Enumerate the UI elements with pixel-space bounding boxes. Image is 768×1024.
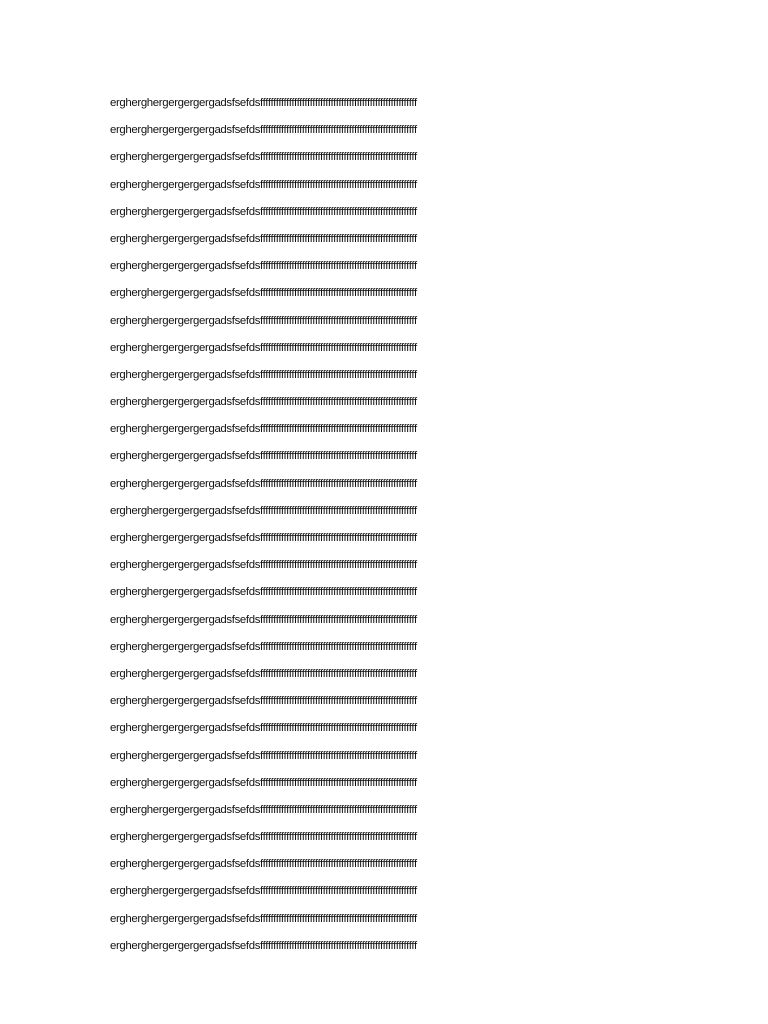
text-line: erghergherg​ergergergadsfsefdsffffffffffffffffffffffffffffffffffffffffffffffffffffffffffff — [110, 559, 417, 572]
text-line: erghergherg​ergergergadsfsefdsffffffffffffffffffffffffffffffffffffffffffffffffffffffffffff — [110, 178, 417, 191]
text-line: erghergherg​ergergergadsfsefdsffffffffffffffffffffffffffffffffffffffffffffffffffffffffffff — [110, 640, 417, 653]
text-line: erghergherg​ergergergadsfsefdsffffffffffffffffffffffffffffffffffffffffffffffffffffffffffff — [110, 532, 417, 544]
text-line: erghergherg​ergergergadsfsefdsffffffffffffffffffffffffffffffffffffffffffffffffffffffffffff — [110, 613, 417, 626]
text-line: erghergherg​ergergergadsfsefdsffffffffffffffffffffffffffffffffffffffffffffffffffffffffffff — [110, 423, 417, 436]
text-line: erghergherg​ergergergadsfsefdsffffffffffffffffffffffffffffffffffffffffffffffffffffffffffff — [110, 205, 417, 218]
text-line: erghergherg​ergergergadsfsefdsffffffffffffffffffffffffffffffffffffffffffffffffffffffffffff — [110, 341, 417, 354]
text-line: erghergherg​ergergergadsfsefdsffffffffffffffffffffffffffffffffffffffffffffffffffffffffffff — [110, 450, 417, 463]
text-line: erghergherg​ergergergadsfsefdsffffffffffffffffffffffffffffffffffffffffffffffffffffffffffff — [110, 314, 417, 327]
text-line: erghergherg​ergergergadsfsefdsffffffffffffffffffffffffffffffffffffffffffffffffffffffffffff — [110, 504, 417, 517]
text-line: erghergherg​ergergergadsfsefdsffffffffffffffffffffffffffffffffffffffffffffffffffffffffffff — [110, 97, 417, 109]
text-line: erghergherg​ergergergadsfsefdsffffffffffffffffffffffffffffffffffffffffffffffffffffffffffff — [110, 260, 417, 273]
text-line: erghergherg​ergergergadsfsefdsffffffffffffffffffffffffffffffffffffffffffffffffffffffffffff — [110, 749, 417, 762]
text-line: erghergherg​ergergergadsfsefdsffffffffffffffffffffffffffffffffffffffffffffffffffffffffffff — [110, 695, 417, 708]
text-line: erghergherg​ergergergadsfsefdsffffffffffffffffffffffffffffffffffffffffffffffffffffffffffff — [110, 477, 417, 490]
text-line: erghergherg​ergergergadsfsefdsffffffffffffffffffffffffffffffffffffffffffffffffffffffffffff — [110, 912, 417, 925]
text-line: erghergherg​ergergergadsfsefdsffffffffffffffffffffffffffffffffffffffffffffffffffffffffffff — [110, 858, 417, 871]
text-line: erghergherg​ergergergadsfsefdsffffffffffffffffffffffffffffffffffffffffffffffffffffffffffff — [110, 232, 417, 245]
text-line: erghergherg​ergergergadsfsefdsffffffffffffffffffffffffffffffffffffffffffffffffffffffffffff — [110, 776, 417, 789]
text-line: erghergherg​ergergergadsfsefdsffffffffffffffffffffffffffffffffffffffffffffffffffffffffffff — [110, 151, 417, 164]
text-line: erghergherg​ergergergadsfsefdsffffffffffffffffffffffffffffffffffffffffffffffffffffffffffff — [110, 586, 417, 599]
text-line: erghergherg​ergergergadsfsefdsffffffffffffffffffffffffffffffffffffffffffffffffffffffffffff — [110, 722, 417, 735]
text-line: erghergherg​ergergergadsfsefdsffffffffffffffffffffffffffffffffffffffffffffffffffffffffffff — [110, 124, 417, 137]
text-line: erghergherg​ergergergadsfsefdsffffffffffffffffffffffffffffffffffffffffffffffffffffffffffff — [110, 803, 417, 816]
text-line: erghergherg​ergergergadsfsefdsffffffffffffffffffffffffffffffffffffffffffffffffffffffffffff — [110, 368, 417, 381]
text-line: erghergherg​ergergergadsfsefdsffffffffffffffffffffffffffffffffffffffffffffffffffffffffffff — [110, 939, 417, 952]
text-line: erghergherg​ergergergadsfsefdsffffffffffffffffffffffffffffffffffffffffffffffffffffffffffff — [110, 287, 417, 300]
text-line: erghergherg​ergergergadsfsefdsffffffffffffffffffffffffffffffffffffffffffffffffffffffffffff — [110, 831, 417, 844]
text-line: erghergherg​ergergergadsfsefdsffffffffffffffffffffffffffffffffffffffffffffffffffffffffffff — [110, 885, 417, 898]
document-body — [110, 95, 670, 965]
text-line: erghergherg​ergergergadsfsefdsffffffffffffffffffffffffffffffffffffffffffffffffffffffffffff — [110, 396, 417, 409]
text-line: erghergherg​ergergergadsfsefdsffffffffffffffffffffffffffffffffffffffffffffffffffffffffffff — [110, 667, 417, 680]
